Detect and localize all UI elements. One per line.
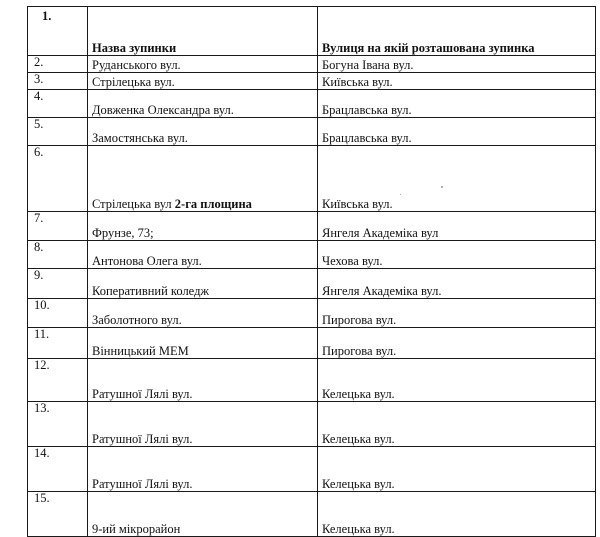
row-number: 3. [28, 73, 88, 90]
row-number: 10. [28, 299, 88, 328]
table-row [28, 492, 596, 537]
table-header-row [28, 7, 596, 56]
stop-name: Копеpативний коледж [88, 269, 318, 299]
table-row [28, 241, 596, 269]
table-row [28, 328, 596, 359]
stop-street: Брацлавська вул. [318, 118, 596, 146]
stop-street: Келецька вул. [318, 447, 596, 492]
row-number: 11. [28, 328, 88, 359]
header-number-cell: 1. [28, 7, 88, 56]
stop-name: Ратушної Лялі вул. [88, 447, 318, 492]
stop-name: Стрілецька вул. [88, 73, 318, 90]
stop-street: Пирогова вул. [318, 328, 596, 359]
table-row [28, 90, 596, 118]
stop-street: Келецька вул. [318, 492, 596, 537]
stop-name: Фрунзе, 73; [88, 212, 318, 241]
scan-speck [400, 194, 401, 195]
table-row [28, 359, 596, 402]
stop-name: Заболотного вул. [88, 299, 318, 328]
stop-name: Руданського вул. [88, 56, 318, 73]
table-row [28, 73, 596, 90]
header-street: Вулиця на якій розташована зупинка [318, 7, 596, 56]
table-row [28, 212, 596, 241]
stop-street: Пирогова вул. [318, 299, 596, 328]
table-row [28, 269, 596, 299]
table-row [28, 56, 596, 73]
stop-street: Келецька вул. [318, 359, 596, 402]
row-number: 12. [28, 359, 88, 402]
row-number: 2. [28, 56, 88, 73]
stop-name: Ратушної Лялі вул. [88, 402, 318, 447]
row-number: 7. [28, 212, 88, 241]
table-row [28, 146, 596, 212]
stop-street: Київська вул. [318, 146, 596, 212]
stop-street: Янгеля Академіка вул [318, 212, 596, 241]
row-number: 6. [28, 146, 88, 212]
table-row [28, 299, 596, 328]
row-number: 4. [28, 90, 88, 118]
stop-street: Брацлавська вул. [318, 90, 596, 118]
row-number: 14. [28, 447, 88, 492]
row-number: 8. [28, 241, 88, 269]
stop-name: Стрілецька вул 2-га площина [88, 146, 318, 212]
stop-name: Антонова Олега вул. [88, 241, 318, 269]
row-number: 13. [28, 402, 88, 447]
row-number: 9. [28, 269, 88, 299]
header-stop-name: Назва зупинки [88, 7, 318, 56]
bus-stops-table [27, 6, 596, 537]
stop-street: Чехова вул. [318, 241, 596, 269]
stop-name: Довженка Олександра вул. [88, 90, 318, 118]
stop-name: Вінницький МЕМ [88, 328, 318, 359]
scan-speck [441, 186, 443, 188]
row-number: 15. [28, 492, 88, 537]
stop-street: Келецька вул. [318, 402, 596, 447]
table-row [28, 447, 596, 492]
stop-street: Київська вул. [318, 73, 596, 90]
stop-name: 9-ий мікрорайон [88, 492, 318, 537]
stop-name: Замостянська вул. [88, 118, 318, 146]
row-number: 5. [28, 118, 88, 146]
stop-street: Янгеля Академіка вул. [318, 269, 596, 299]
stop-street: Богуна Івана вул. [318, 56, 596, 73]
table-row [28, 402, 596, 447]
table-row [28, 118, 596, 146]
stop-name: Ратушної Лялі вул. [88, 359, 318, 402]
